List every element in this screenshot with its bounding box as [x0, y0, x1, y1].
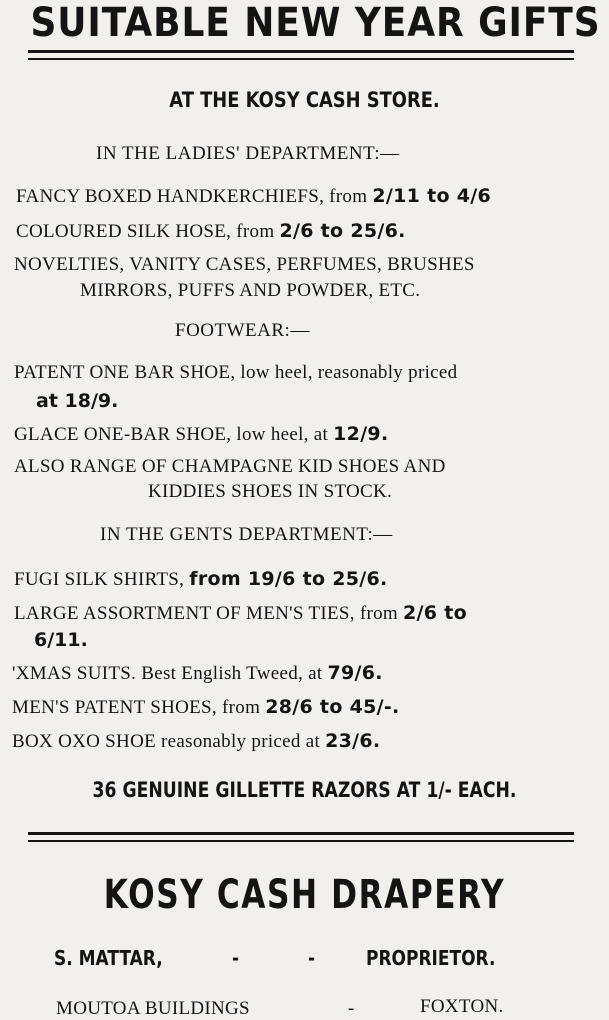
proprietor-dash-1: -: [232, 946, 240, 970]
gents-item-2-price-continued: 6/11.: [34, 629, 88, 651]
proprietor-dash-2: -: [308, 946, 316, 970]
ladies-department-heading: IN THE LADIES' DEPARTMENT:—: [96, 143, 400, 164]
ladies-item-3-continued: MIRRORS, PUFFS AND POWDER, ETC.: [80, 280, 421, 301]
item-price: 79/6.: [327, 662, 383, 684]
item-price: 2/6 to 25/6.: [279, 220, 406, 242]
item-price: 2/11 to 4/6: [372, 185, 492, 207]
store-rule-top: [28, 832, 574, 835]
item-text: COLOURED SILK HOSE, from: [16, 221, 280, 242]
footwear-item-1-price: at 18/9.: [36, 390, 119, 412]
headline-rule-bottom: [28, 58, 574, 60]
razors-offer: 36 GENUINE GILLETTE RAZORS AT 1/- EACH.: [92, 778, 517, 802]
item-text: BOX OXO SHOE reasonably priced at: [12, 731, 326, 752]
ladies-item-2: [16, 220, 406, 243]
footwear-item-2: [14, 423, 388, 446]
headline-rule-top: [28, 50, 574, 53]
gents-item-4: [12, 696, 400, 719]
item-text: 'XMAS SUITS. Best English Tweed, at: [12, 663, 328, 684]
gents-item-1: [14, 568, 388, 591]
store-rule-bottom: [28, 840, 574, 842]
footwear-heading: FOOTWEAR:—: [175, 320, 310, 341]
footwear-item-3-continued: KIDDIES SHOES IN STOCK.: [148, 481, 393, 502]
subheadline: AT THE KOSY CASH STORE.: [169, 88, 440, 112]
item-text: FANCY BOXED HANDKERCHIEFS, from: [16, 186, 373, 207]
address-building: MOUTOA BUILDINGS: [56, 998, 250, 1019]
item-text: MEN'S PATENT SHOES, from: [12, 697, 266, 718]
store-name: KOSY CASH DRAPERY: [103, 872, 506, 918]
footwear-item-1: PATENT ONE BAR SHOE, low heel, reasonably priced: [14, 362, 458, 383]
gents-item-5: [12, 730, 380, 753]
gents-department-heading: IN THE GENTS DEPARTMENT:—: [100, 524, 393, 545]
item-text: FUGI SILK SHIRTS,: [14, 569, 190, 590]
headline: SUITABLE NEW YEAR GIFTS: [30, 0, 601, 46]
item-price: from 19/6 to 25/6.: [189, 568, 388, 590]
ladies-item-3: NOVELTIES, VANITY CASES, PERFUMES, BRUSHES: [14, 254, 475, 275]
proprietor-title: PROPRIETOR.: [366, 946, 496, 970]
item-price: 28/6 to 45/-.: [265, 696, 400, 718]
gents-item-2: [14, 602, 467, 625]
address-dash: -: [348, 998, 355, 1019]
item-price: 2/6 to: [403, 602, 467, 624]
item-price: 23/6.: [325, 730, 381, 752]
address-town: FOXTON.: [420, 996, 504, 1017]
footwear-item-3: ALSO RANGE OF CHAMPAGNE KID SHOES AND: [14, 456, 446, 477]
item-text: LARGE ASSORTMENT OF MEN'S TIES, from: [14, 603, 404, 624]
item-text: GLACE ONE-BAR SHOE, low heel, at: [14, 424, 334, 445]
item-price: 12/9.: [333, 423, 389, 445]
ladies-item-1: [16, 185, 491, 208]
proprietor-name: S. MATTAR,: [54, 946, 163, 970]
gents-item-3: [12, 662, 383, 685]
